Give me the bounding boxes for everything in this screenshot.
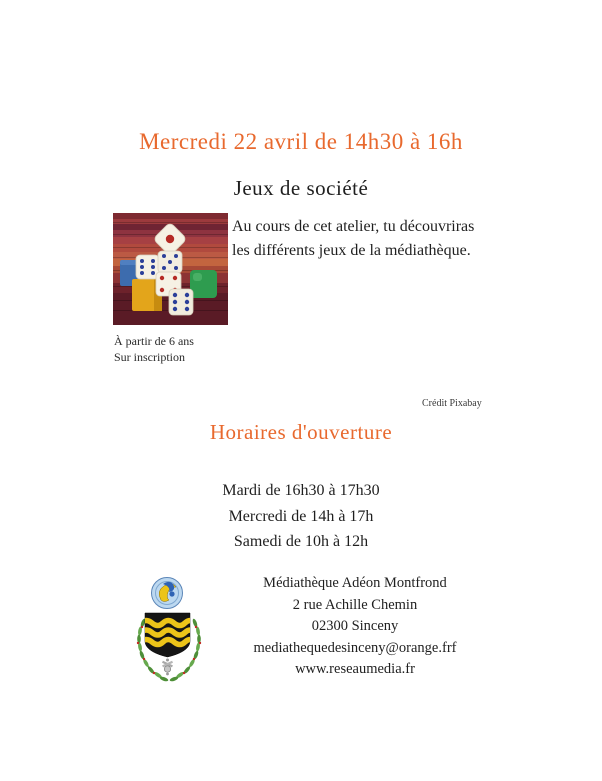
photo-credit: Crédit Pixabay bbox=[422, 398, 482, 409]
contact-email: mediathequedesinceny@orange.frf bbox=[253, 639, 457, 656]
hours-list bbox=[0, 478, 602, 555]
registration-note: Sur inscription bbox=[114, 350, 185, 364]
contact-block bbox=[230, 573, 480, 681]
age-note: À partir de 6 ans bbox=[114, 334, 194, 348]
event-notes bbox=[114, 333, 194, 365]
dice-photo bbox=[113, 213, 228, 325]
hours-heading: Horaires d'ouverture bbox=[209, 420, 393, 444]
sinceny-coat-of-arms-logo bbox=[133, 575, 205, 685]
event-datetime-heading: Mercredi 22 avril de 14h30 à 16h bbox=[139, 129, 463, 154]
event-description-line1: Au cours de cet atelier, tu découvriras bbox=[232, 218, 475, 235]
event-description-line2: les différents jeux de la médiathèque. bbox=[232, 242, 471, 259]
hours-line-saturday: Samedi de 10h à 12h bbox=[233, 533, 369, 550]
coat-of-arms-illustration bbox=[133, 575, 205, 685]
hours-line-wednesday: Mercredi de 14h à 17h bbox=[228, 507, 374, 525]
event-description bbox=[232, 215, 474, 263]
contact-website: www.reseaumedia.fr bbox=[295, 661, 415, 677]
hours-line-tuesday: Mardi de 16h30 à 17h30 bbox=[222, 482, 380, 499]
library-name: Médiathèque Adéon Montfrond bbox=[263, 575, 447, 591]
address-street: 2 rue Achille Chemin bbox=[292, 596, 418, 613]
event-title: Jeux de société bbox=[233, 176, 369, 200]
address-city: 02300 Sinceny bbox=[311, 618, 399, 634]
dice-photo-illustration bbox=[113, 213, 228, 325]
